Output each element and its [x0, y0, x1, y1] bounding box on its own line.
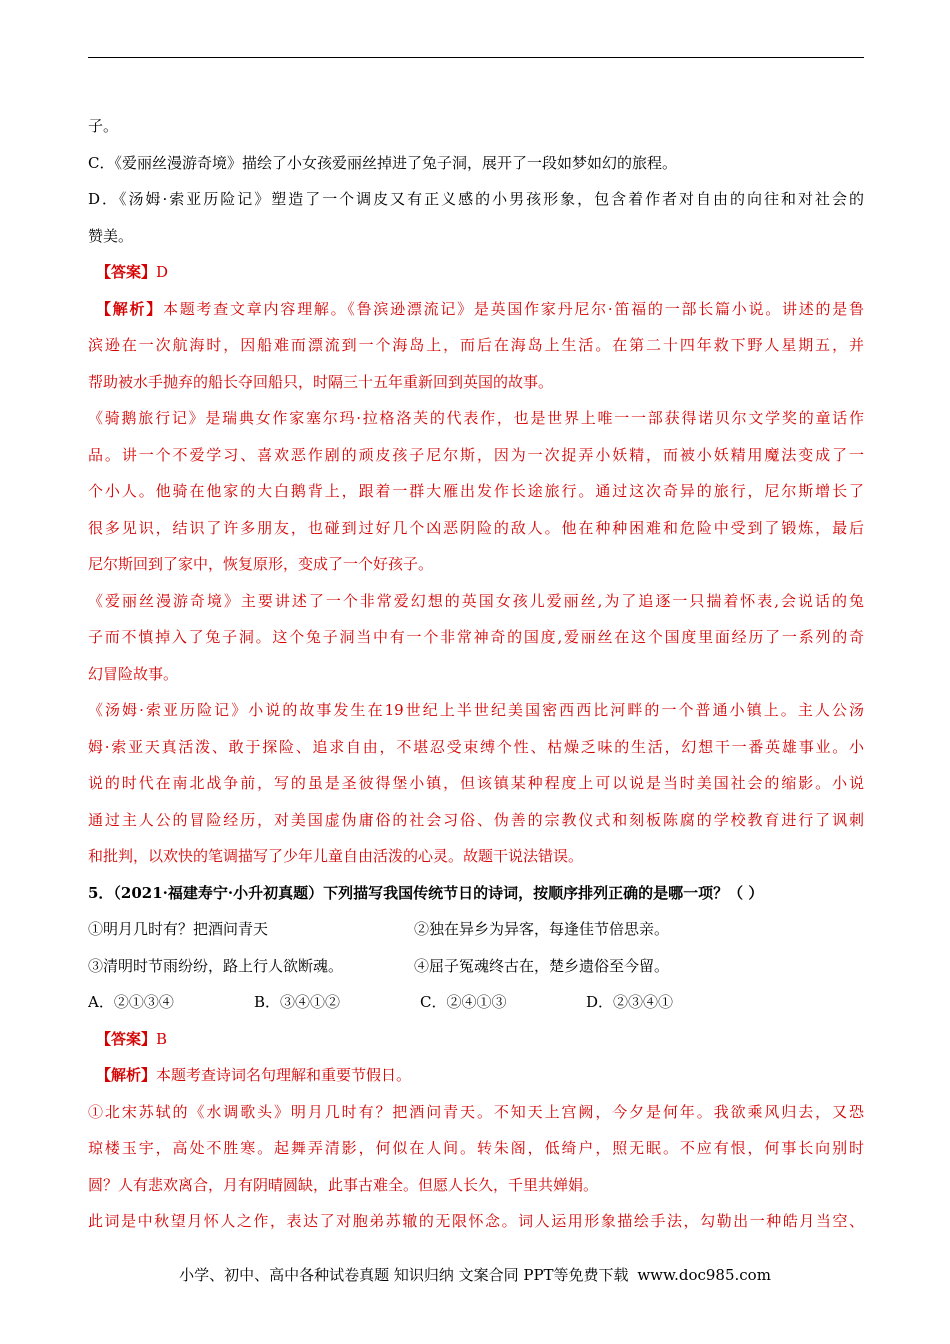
q5-stem: 5．（2021·福建寿宁·小升初真题）下列描写我国传统节日的诗词，按顺序排列正确的是哪一项？（ ） [88, 883, 764, 902]
q5-item-2: ②独在异乡为异客，每逢佳节倍思亲。 [414, 920, 670, 938]
q5-answer [88, 1021, 864, 1058]
q4-p4-line5: 和批判，以欢快的笔调描写了少年儿童自由活泼的心灵。故题干说法错误。 [88, 847, 584, 865]
q5-option-a: A．②①③④ [88, 993, 174, 1011]
q5-options [88, 984, 864, 1021]
q5-option-b: B．③④①② [254, 993, 341, 1011]
q5-a1-line1: ①北宋苏轼的《水调歌头》明月几时有？把酒问青天。不知天上宫阙，今夕是何年。我欲乘风归去，又恐 [88, 1102, 864, 1121]
q5-item-4: ④屈子冤魂终古在，楚乡遗俗至今留。 [414, 956, 670, 975]
q5-analysis-intro [88, 1057, 864, 1094]
q4-p4-line1: 《汤姆·索亚历险记》小说的故事发生在19世纪上半世纪美国密西西比河畔的一个普通小镇上。主人公汤 [88, 701, 864, 719]
answer-value: D [156, 263, 169, 281]
q4-p4-line3: 说的时代在南北战争前，写的虽是圣彼得堡小镇，但该镇某种程度上可以说是当时美国社会的缩影。小说 [88, 774, 864, 792]
footer-text: 小学、初中、高中各种试卷真题 知识归纳 文案合同 PPT等免费下载 [179, 1266, 629, 1284]
answer-tag: 【答案】 [96, 263, 157, 281]
answer-tag: 【答案】 [96, 1029, 157, 1048]
q4-p3-line3: 幻冒险故事。 [88, 664, 179, 683]
analysis-text: 本题考查诗词名句理解和重要节假日。 [156, 1066, 412, 1084]
q4-analysis-line1 [88, 291, 864, 328]
q4-p2-line2: 品。讲一个不爱学习、喜欢恶作剧的顽皮孩子尼尔斯，因为一次捉弄小妖精，而被小妖精用魔法变成了一 [88, 445, 864, 464]
q4-p2-line4: 很多见识，结识了许多朋友，也碰到过好几个凶恶阴险的敌人。他在种种困难和危险中受到了锻炼，最后 [88, 518, 864, 537]
option-c: C．《爱丽丝漫游奇境》描绘了小女孩爱丽丝掉进了兔子洞，展开了一段如梦如幻的旅程。 [88, 153, 677, 172]
analysis-text: 本题考查文章内容理解。《鲁滨逊漂流记》是英国作家丹尼尔·笛福的一部长篇小说。讲述的是鲁 [163, 299, 864, 318]
q4-p3-line1: 《爱丽丝漫游奇境》主要讲述了一个非常爱幻想的英国女孩儿爱丽丝,为了追逐一只揣着怀表,会说话的兔 [88, 591, 864, 610]
q5-item-1: ①明月几时有？把酒问青天 [88, 920, 269, 938]
q4-p4-line2: 姆·索亚天真活泼、敢于探险、追求自由，不堪忍受束缚个性、枯燥乏味的生活，幻想干一番英雄事业。小 [88, 737, 864, 756]
q5-items-row2 [88, 948, 864, 985]
q4-p4-line4: 通过主人公的冒险经历，对美国虚伪庸俗的社会习俗、伪善的宗教仪式和刻板陈腐的学校教育进行了讽刺 [88, 810, 864, 829]
option-d-line2: 赞美。 [88, 226, 134, 245]
option-d-line1: D．《汤姆·索亚历险记》塑造了一个调皮又有正义感的小男孩形象，包含着作者对自由的向往和对社会的 [88, 190, 864, 208]
q4-analysis-line3: 帮助被水手抛弃的船长夺回船只，时隔三十五年重新回到英国的故事。 [88, 372, 554, 391]
q4-p3-line2: 子而不慎掉入了兔子洞。这个兔子洞当中有一个非常神奇的国度,爱丽丝在这个国度里面经历了一系列的奇 [88, 628, 864, 646]
q4-p2-line3: 个小人。他骑在他家的大白鹅背上，跟着一群大雁出发作长途旅行。通过这次奇异的旅行，尼尔斯增长了 [88, 482, 864, 500]
q4-p2-line5: 尼尔斯回到了家中，恢复原形，变成了一个好孩子。 [88, 555, 434, 573]
q5-a1-line3: 圆？人有悲欢离合，月有阴晴圆缺，此事古难全。但愿人长久，千里共婵娟。 [88, 1175, 599, 1194]
document-body [88, 108, 864, 1240]
q5-option-c: C．②④①③ [420, 993, 507, 1011]
answer-value: B [156, 1029, 168, 1048]
page-footer [0, 1264, 950, 1285]
q5-a2-line1: 此词是中秋望月怀人之作，表达了对胞弟苏辙的无限怀念。词人运用形象描绘手法，勾勒出一种皓月当空、 [88, 1212, 864, 1230]
header-rule [88, 57, 864, 58]
q5-items-row1 [88, 911, 864, 948]
q4-p2-line1: 《骑鹅旅行记》是瑞典女作家塞尔玛·拉格洛芙的代表作，也是世界上唯一一部获得诺贝尔文学奖的童话作 [88, 409, 864, 427]
q5-a1-line2: 琼楼玉宇，高处不胜寒。起舞弄清影，何似在人间。转朱阁，低绮户，照无眠。不应有恨，何事长向别时 [88, 1139, 864, 1157]
q4-analysis-line2: 滨逊在一次航海时，因船难而漂流到一个海岛上，而后在海岛上生活。在第二十四年救下野人星期五，并 [88, 336, 864, 354]
option-b-tail: 子。 [88, 117, 119, 135]
footer-site[interactable]: www.doc985.com [637, 1266, 771, 1284]
q4-answer [88, 254, 864, 291]
analysis-tag: 【解析】 [96, 1066, 157, 1084]
q5-item-3: ③清明时节雨纷纷，路上行人欲断魂。 [88, 956, 344, 975]
q5-option-d: D．②③④① [586, 993, 674, 1011]
analysis-tag: 【解析】 [96, 299, 164, 318]
